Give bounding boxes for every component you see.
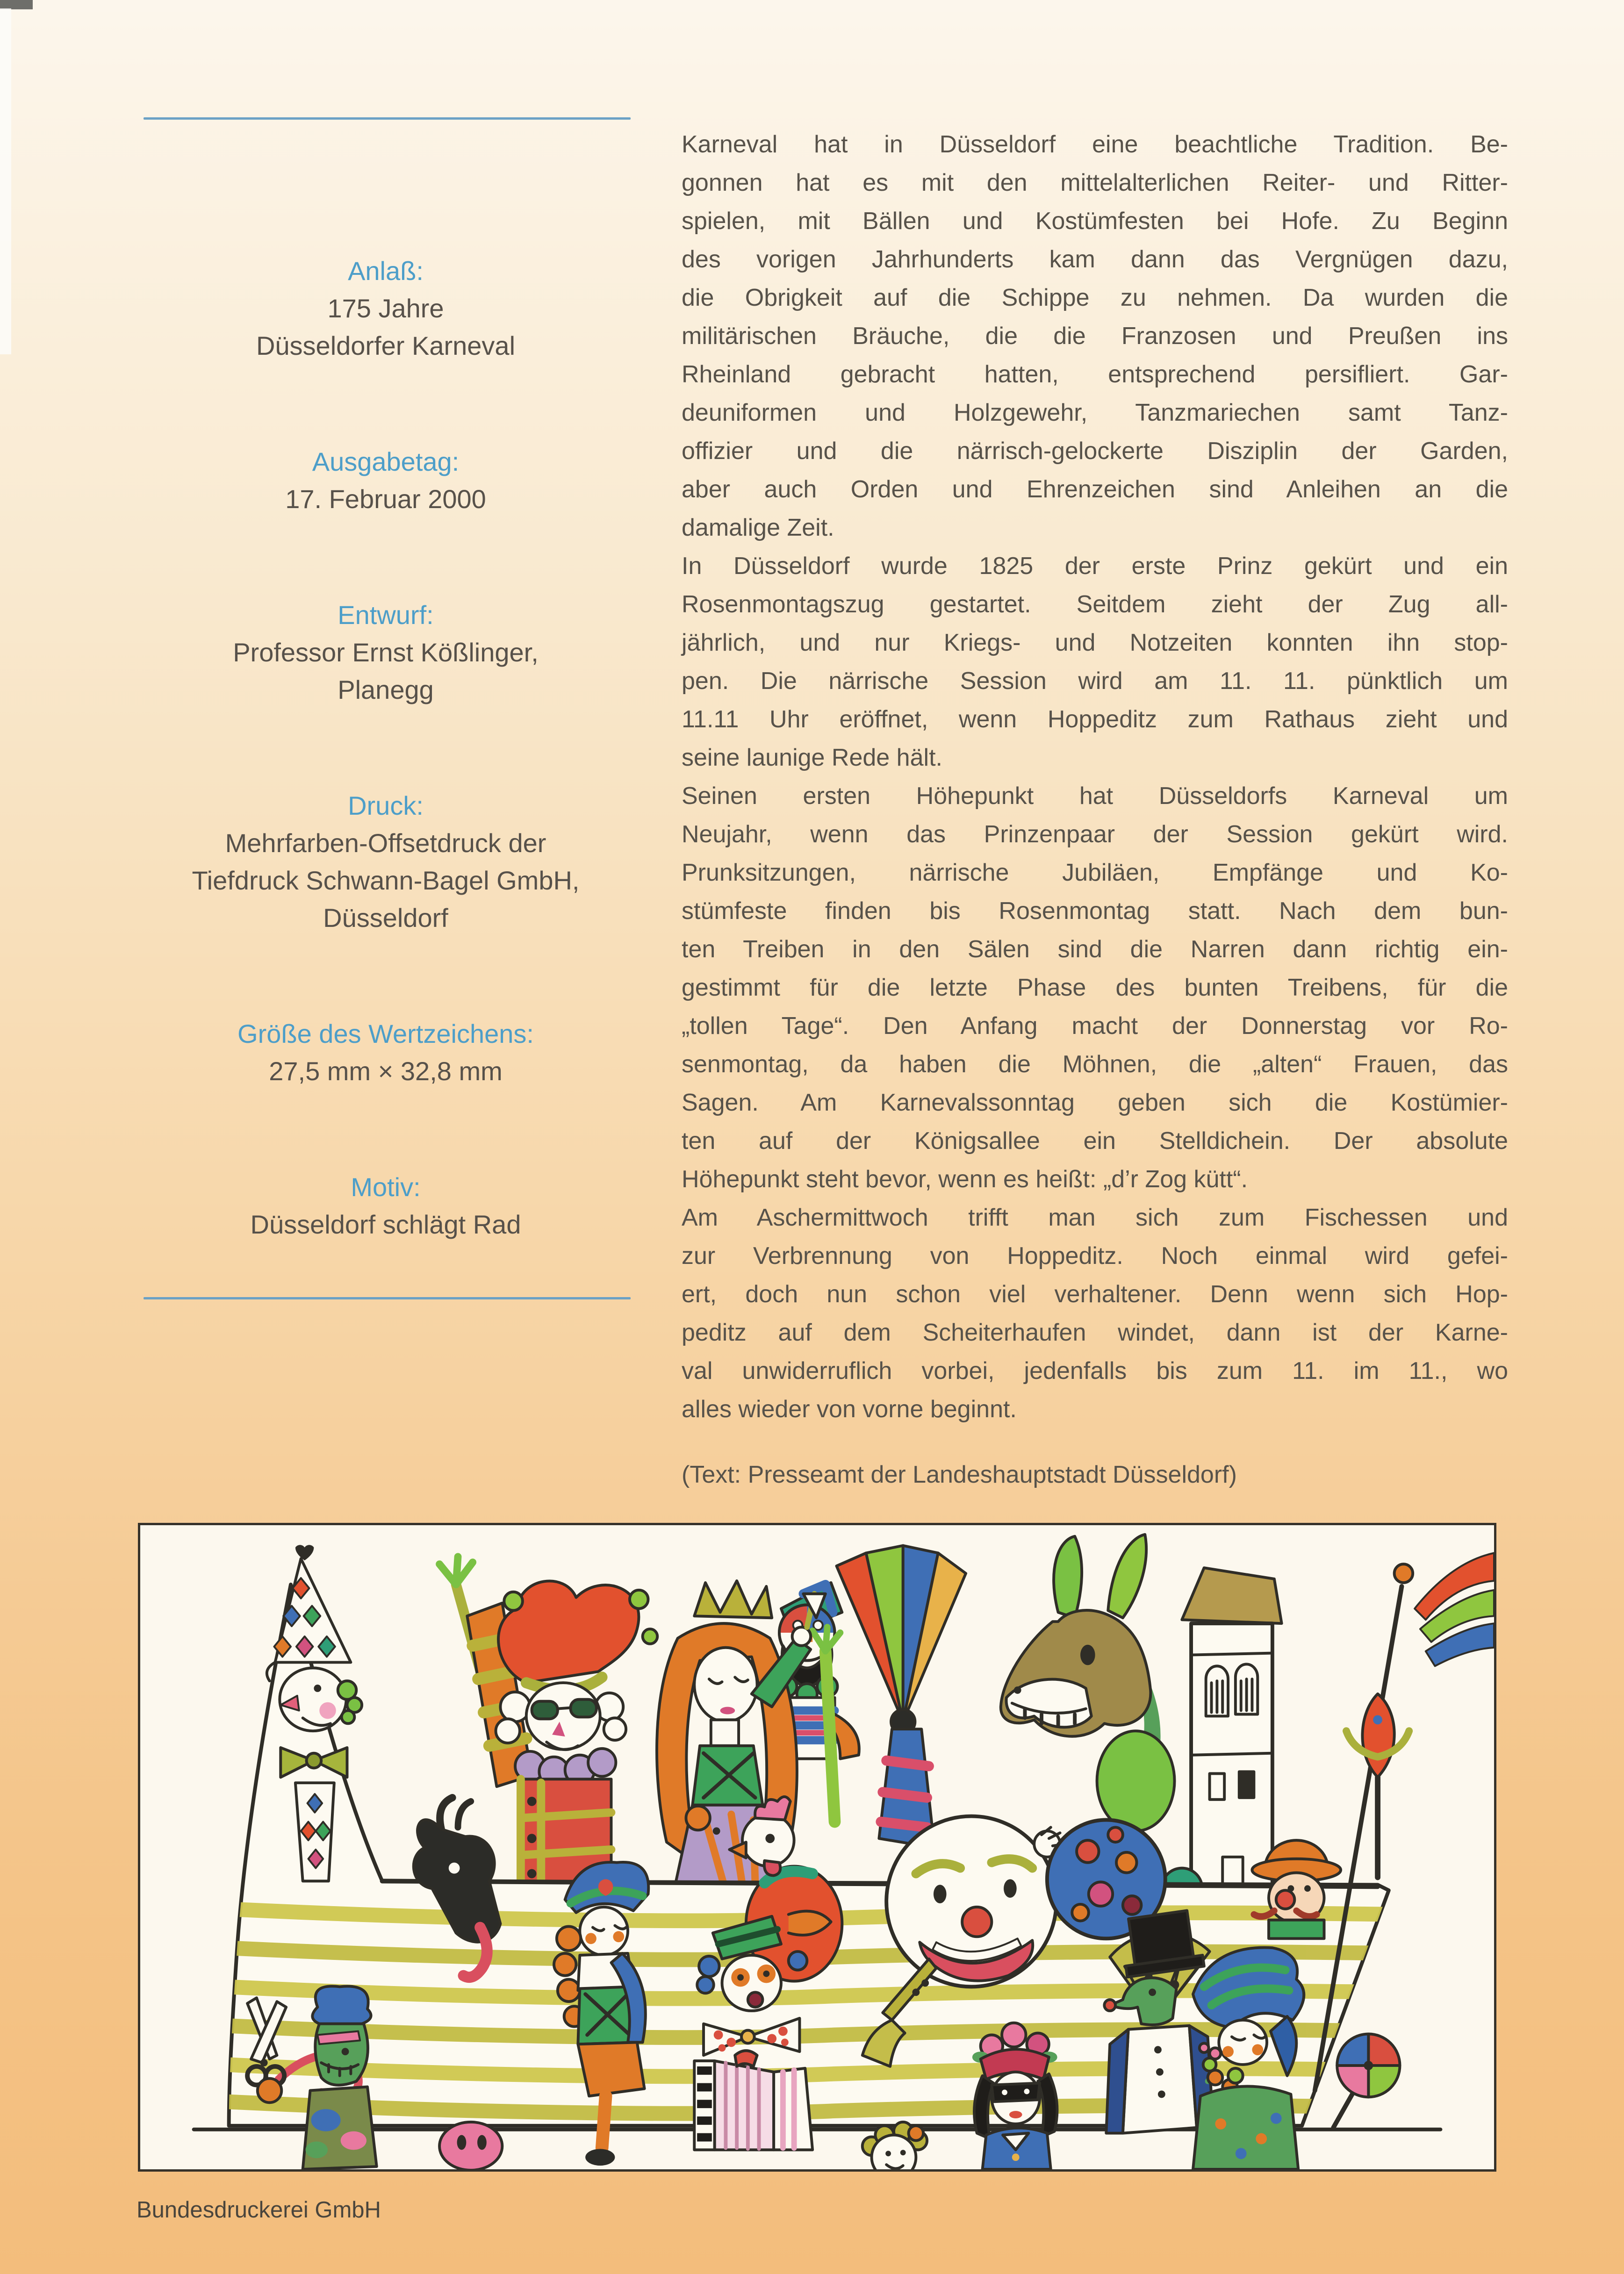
- info-value: Düsseldorf schlägt Rad: [250, 1210, 521, 1239]
- info-group: [141, 1169, 630, 1243]
- text-line: stümfeste finden bis Rosenmontag statt. Nach dem bun-: [682, 897, 1508, 925]
- info-value: Düsseldorfer Karneval: [256, 331, 516, 360]
- info-value: 17. Februar 2000: [285, 484, 486, 514]
- text-line: spielen, mit Bällen und Kostümfesten bei Hofe. Zu Beginn: [682, 208, 1508, 235]
- info-sidebar: [141, 252, 630, 1322]
- text-line: ert, doch nun schon viel verhaltener. Denn wenn sich Hop-: [682, 1281, 1508, 1308]
- article-paragraphs: [682, 125, 1508, 1428]
- pig-snout: [439, 2122, 502, 2169]
- text-line: gonnen hat es mit den mittelalterlichen Reiter- und Ritter-: [682, 169, 1508, 196]
- text-line: val unwiderruflich vorbei, jedenfalls bis zum 11. im 11., wo: [682, 1357, 1508, 1384]
- info-value: Mehrfarben-Offsetdruck der: [225, 828, 546, 858]
- text-line: ten Treiben in den Sälen sind die Narren dann richtig ein-: [682, 936, 1508, 963]
- text-line: Prunksitzungen, närrische Jubiläen, Empfänge und Ko-: [682, 859, 1508, 886]
- info-group: [141, 443, 630, 518]
- printer-credit: Bundesdruckerei GmbH: [137, 2197, 381, 2223]
- pinwheel: [1333, 2034, 1400, 2128]
- info-value: Professor Ernst Kößlinger,: [233, 638, 539, 667]
- info-value: Tiefdruck Schwann-Bagel GmbH,: [192, 866, 580, 895]
- body-paragraph: [682, 547, 1508, 777]
- scan-artifact-corner: [0, 0, 33, 9]
- carnival-illustration-frame: [138, 1523, 1496, 2172]
- text-line: aber auch Orden und Ehrenzeichen sind Anleihen an die: [682, 476, 1508, 503]
- body-paragraph: [682, 125, 1508, 547]
- divider-bottom: [144, 1297, 631, 1299]
- body-paragraph: [682, 777, 1508, 1198]
- info-label: Entwurf:: [338, 600, 434, 630]
- text-line: Neujahr, wenn das Prinzenpaar der Session gekürt wird.: [682, 821, 1508, 848]
- text-line: zur Verbrennung von Hoppeditz. Noch einmal wird gefei-: [682, 1242, 1508, 1270]
- text-line: seine launige Rede hält.: [682, 744, 942, 771]
- text-line: des vorigen Jahrhunderts kam dann das Vergnügen dazu,: [682, 246, 1508, 273]
- info-value: Düsseldorf: [323, 903, 448, 933]
- donkey-figure: [1001, 1535, 1175, 1831]
- floppy-hat-lady: [1193, 1948, 1304, 2169]
- info-value: 175 Jahre: [327, 294, 444, 323]
- info-label: Motiv:: [351, 1172, 421, 1202]
- scan-artifact-edge: [0, 8, 11, 354]
- text-credit: (Text: Presseamt der Landeshauptstadt Düsseldorf): [682, 1461, 1237, 1488]
- masked-lady: [972, 2023, 1057, 2169]
- text-line: senmontag, da haben die Möhnen, die „alten“ Frauen, das: [682, 1051, 1508, 1078]
- info-label: Anlaß:: [348, 256, 424, 286]
- text-line: offizier und die närrisch-gelockerte Disziplin der Garden,: [682, 438, 1508, 465]
- text-line: Rheinland gebracht hatten, entsprechend persifliert. Gar-: [682, 361, 1508, 388]
- text-line: „tollen Tage“. Den Anfang macht der Donnerstag vor Ro-: [682, 1012, 1508, 1040]
- info-label: Größe des Wertzeichens:: [237, 1019, 534, 1048]
- text-line: Seinen ersten Höhepunkt hat Düsseldorfs Karneval um: [682, 782, 1508, 810]
- text-line: die Obrigkeit auf die Schippe zu nehmen. Da wurden die: [682, 284, 1508, 311]
- text-line: damalige Zeit.: [682, 514, 834, 541]
- text-line: Sagen. Am Karnevalssonntag geben sich die Kostümier-: [682, 1089, 1508, 1116]
- info-group: [141, 787, 630, 937]
- body-paragraph: [682, 1198, 1508, 1428]
- text-line: gestimmt für die letzte Phase des bunten Treibens, für die: [682, 974, 1508, 1001]
- text-line: militärischen Bräuche, die die Franzosen und Preußen ins: [682, 323, 1508, 350]
- text-line: In Düsseldorf wurde 1825 der erste Prinz gekürt und ein: [682, 552, 1508, 580]
- info-label: Druck:: [348, 791, 424, 820]
- carnival-illustration: [140, 1525, 1494, 2169]
- stern-streamers: [1415, 1553, 1494, 1666]
- text-line: Rosenmontagszug gestartet. Seitdem zieht der Zug all-: [682, 591, 1508, 618]
- text-line: 11.11 Uhr eröffnet, wenn Hoppeditz zum Rathaus zieht und: [682, 706, 1508, 733]
- article-text: [682, 125, 1508, 1494]
- text-line: jährlich, und nur Kriegs- und Notzeiten konnten ihn stop-: [682, 629, 1508, 656]
- info-label: Ausgabetag:: [312, 447, 460, 476]
- divider-top: [144, 117, 631, 120]
- text-line: peditz auf dem Scheiterhaufen windet, dann ist der Karne-: [682, 1319, 1508, 1346]
- text-line: pen. Die närrische Session wird am 11. 11. pünktlich um: [682, 667, 1508, 695]
- text-line: Am Aschermittwoch trifft man sich zum Fischessen und: [682, 1204, 1508, 1231]
- info-value: Planegg: [338, 675, 434, 704]
- fan-horn-raiser: [836, 1546, 966, 1848]
- info-group: [141, 252, 630, 365]
- church-tower: [1162, 1568, 1282, 1909]
- text-line: ten auf der Königsallee ein Stelldichein. Der absolute: [682, 1127, 1508, 1155]
- info-group: [141, 1015, 630, 1090]
- info-group: [141, 596, 630, 709]
- text-line: Karneval hat in Düsseldorf eine beachtliche Tradition. Be-: [682, 131, 1508, 158]
- text-line: alles wieder von vorne beginnt.: [682, 1396, 1017, 1423]
- text-line: Höhepunkt steht bevor, wenn es heißt: „d’r Zog kütt“.: [682, 1166, 1248, 1193]
- text-line: deuniformen und Holzgewehr, Tanzmariechen samt Tanz-: [682, 399, 1508, 426]
- info-value: 27,5 mm × 32,8 mm: [269, 1056, 503, 1086]
